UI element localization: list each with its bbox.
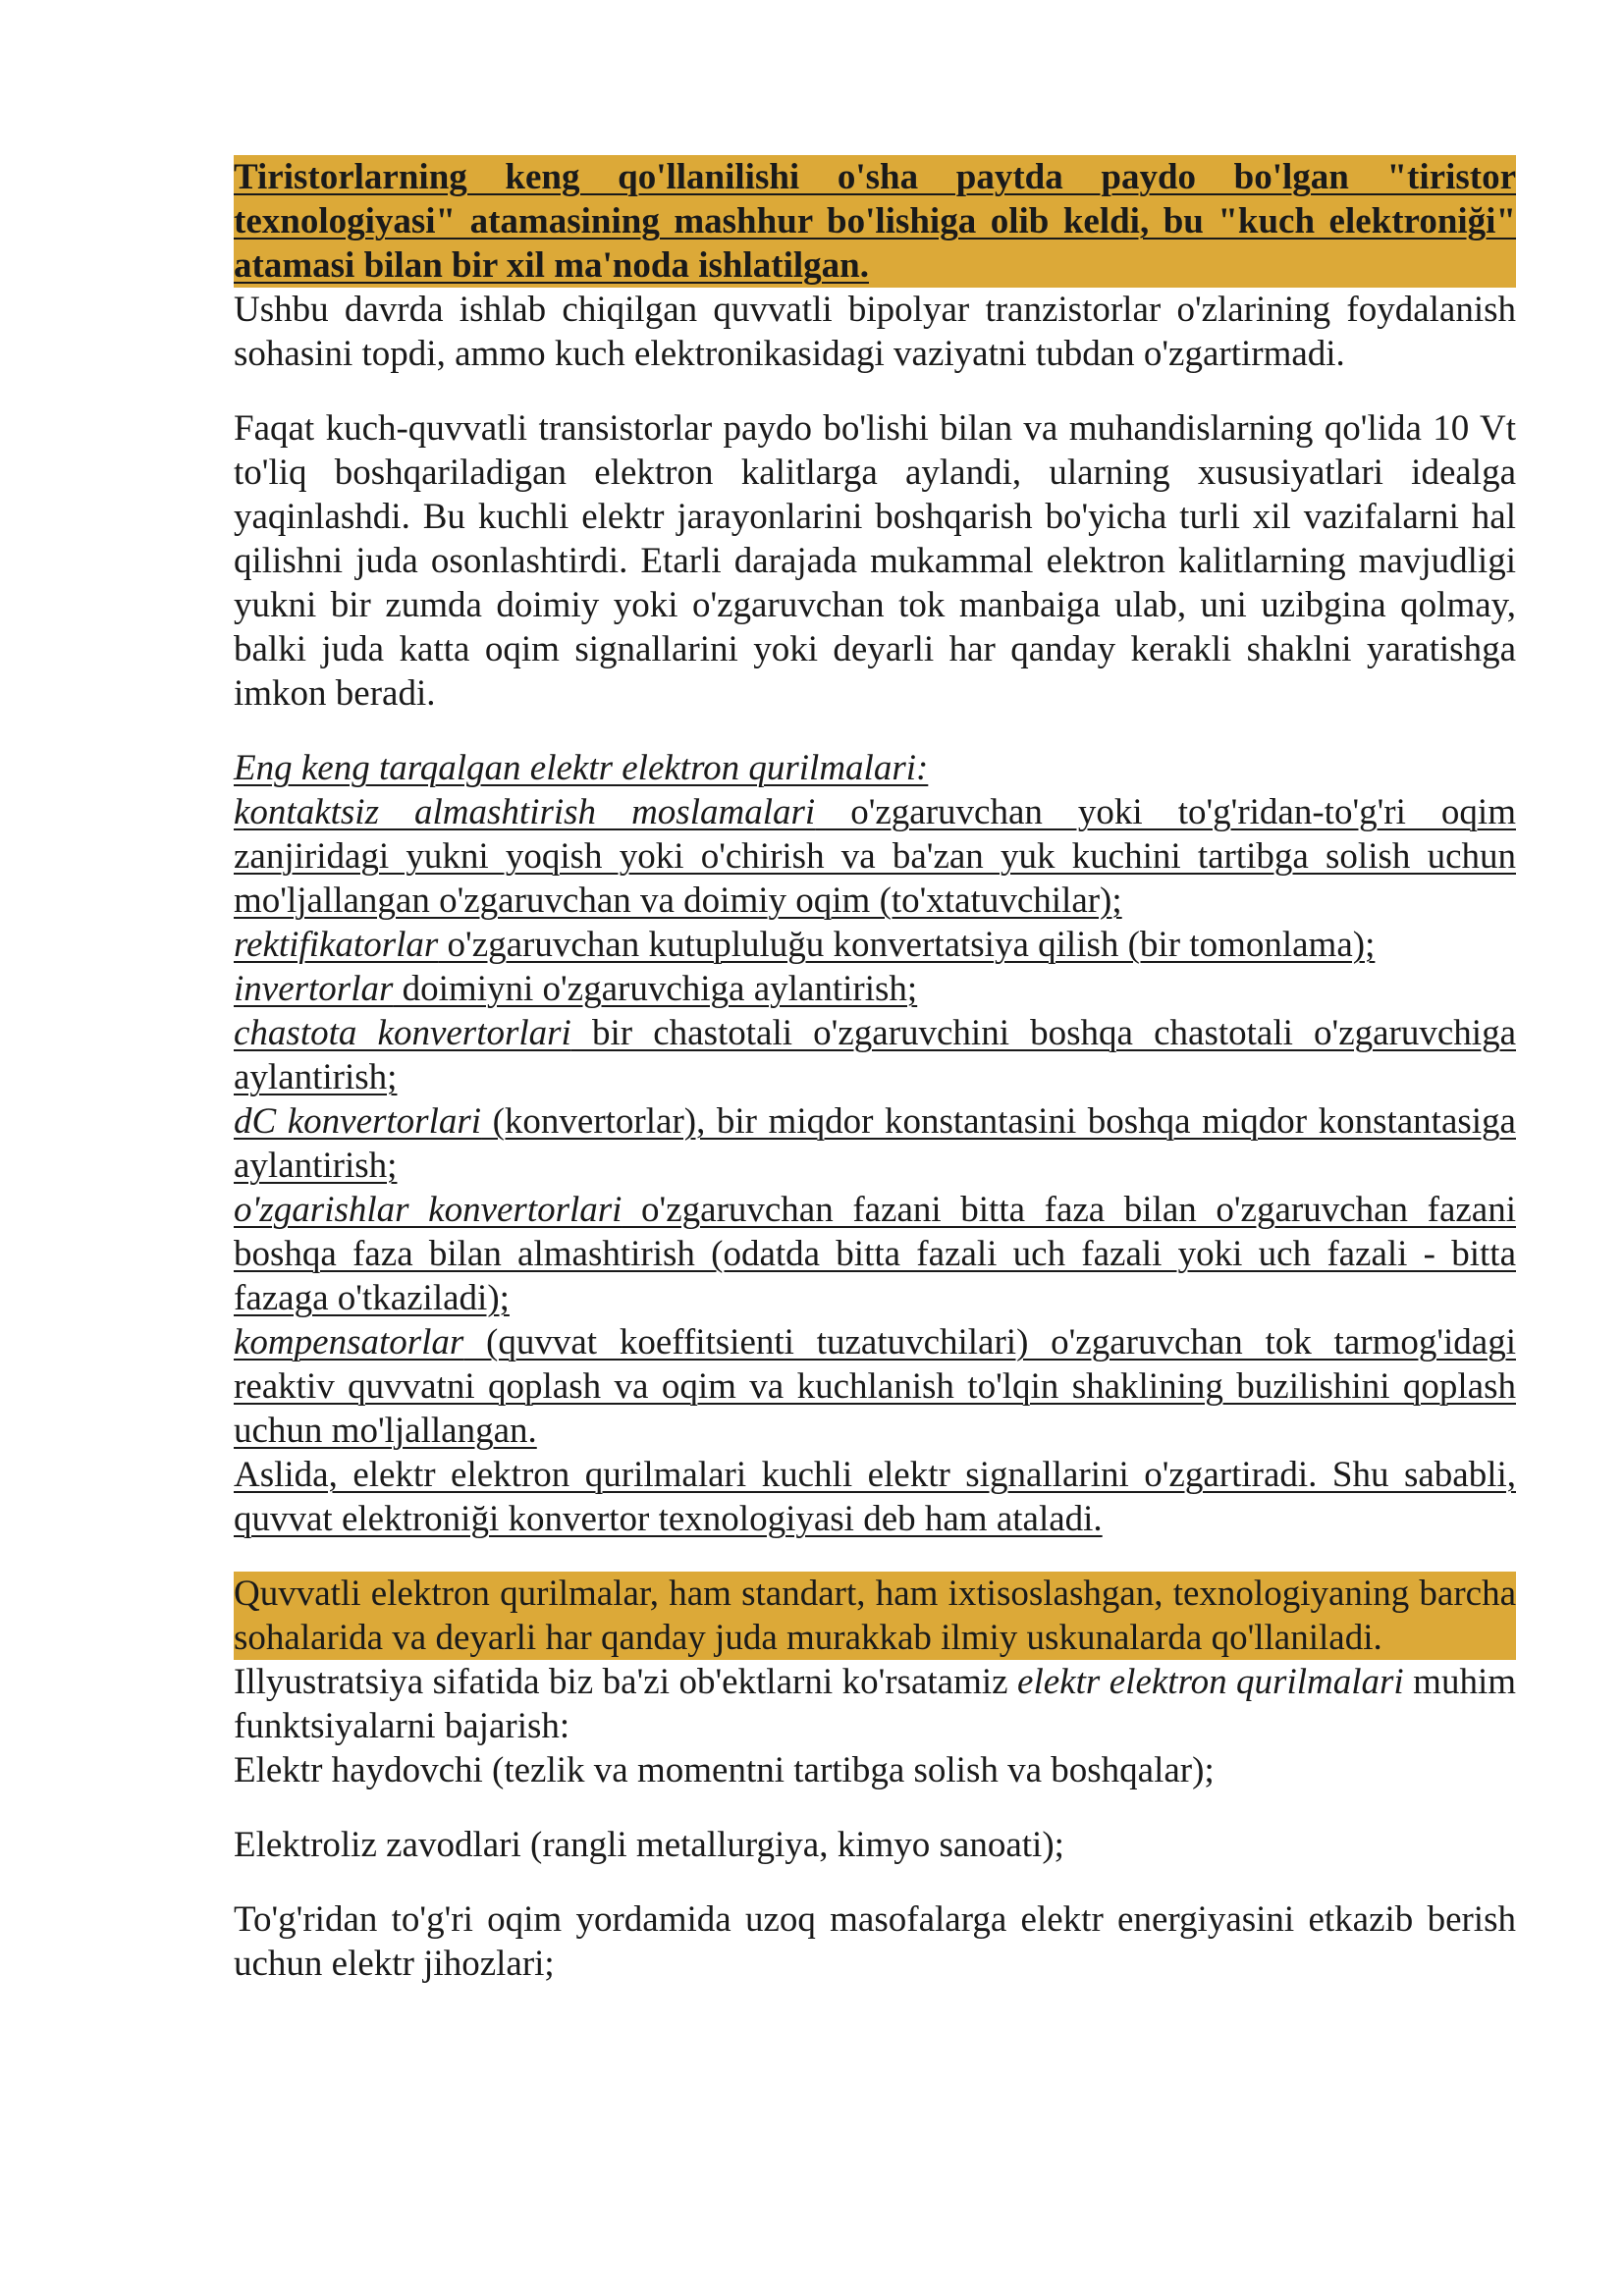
bold-text: Tiristorlarning keng qo'llanilishi o'sha paytda paydo bo'lgan "tiristor texnologiyasi" atamasining mashhur bo'lishiga olib keldi, bu "kuch elektroniği" atamasi bilan bir xil ma'noda ishlatilgan. [234,157,1516,286]
paragraph-bipolar-transistors: Ushbu davrda ishlab chiqilgan quvvatli bipolyar tranzistorlar o'zlarining foydalanish sohasini topdi, ammo kuch elektronikasidagi vaziyatni tubdan o'zgartirmadi. [234,290,1516,374]
list-item [234,1099,1516,1188]
list-item-term: invertorlar [234,969,394,1009]
list-item-term: dC konvertorlari [234,1101,482,1142]
spacer [234,376,1516,406]
application-item-drive: Elektr haydovchi (tezlik va momentni tartibga solish va boshqalar); [234,1750,1215,1790]
list-item-text: (konvertorlar), bir miqdor konstantasini boshqa miqdor konstantasiga aylantirish; [234,1101,1516,1186]
list-item-text: o'zgaruvchan kutupluluğu konvertatsiya qilish (bir tomonlama); [438,925,1376,965]
spacer [234,1541,1516,1572]
spacer [234,1867,1516,1897]
list-item-text: o'zgaruvchan yoki to'g'ridan-to'g'ri oqim zanjiridagi yukni yoqish yoki o'chirish va ba'zan yuk kuchini tartibga solish uchun mo'ljallangan o'zgaruvchan va doimiy oqim (to'xtatuvchilar); [234,792,1516,921]
document-page [234,155,1516,1986]
list-closing: Aslida, elektr elektron qurilmalari kuchli elektr signallarini o'zgartiradi. Shu sababli, quvvat elektroniği konvertor texnologiyasi deb ham ataladi. [234,1455,1516,1539]
list-item-text: doimiyni o'zgaruvchiga aylantirish; [393,969,918,1009]
list-item-term: o'zgarishlar konvertorlari [234,1190,623,1230]
list-item-text: bir chastotali o'zgaruvchini boshqa chastotali o'zgaruvchiga aylantirish; [234,1013,1517,1097]
highlighted-paragraph: Quvvatli elektron qurilmalar, ham standart, ham ixtisoslashgan, texnologiyaning barcha sohalarida va deyarli har qanday juda murakkab ilmiy uskunalarda qo'llaniladi. [234,1574,1516,1658]
application-item-dc-transmission: To'g'ridan to'g'ri oqim yordamida uzoq masofalarga elektr energiyasini etkazib berish uchun elektr jihozlari; [234,1899,1516,1984]
list-item-term: kontaktsiz almashtirish moslamalari [234,792,816,832]
spacer [234,716,1516,746]
list-item [234,1011,1516,1099]
list-item-text: o'zgaruvchan fazani bitta faza bilan o'zgaruvchan fazani boshqa faza bilan almashtirish (odatda bitta fazali uch fazali yoki uch fazali - bitta fazaga o'tkaziladi); [234,1190,1516,1318]
application-item-electrolysis: Elektroliz zavodlari (rangli metallurgiya, kimyo sanoati); [234,1825,1064,1865]
spacer [234,1792,1516,1823]
highlighted-bold-paragraph [234,155,1516,288]
paragraph-illustration-intro: Illyustratsiya sifatida biz ba'zi ob'ektlarni ko'rsatamiz elektr elektron qurilmalari muhim funktsiyalarni bajarish: [234,1662,1517,1746]
device-list [234,746,1516,1541]
list-item [234,1320,1516,1453]
list-item-term: chastota konvertorlari [234,1013,571,1053]
paragraph-power-transistors: Faqat kuch-quvvatli transistorlar paydo bo'lishi bilan va muhandislarning qo'lida 10 Vt to'liq boshqariladigan elektron kalitlarga aylandi, ularning xususiyatlari idealga yaqinlashdi. Bu kuchli elektr jarayonlarini boshqarish bo'yicha turli xil vazifalarni hal qilishni juda osonlashtirdi. Etarli darajada mukammal elektron kalitlarning mavjudligi yukni bir zumda doimiy yoki o'zgaruvchan tok manbaiga ulab, uni uzibgina qolmay, balki juda katta oqim signallarini yoki deyarli har qanday kerakli shaklni yaratishga imkon beradi. [234,408,1516,714]
list-item-text: (quvvat koeffitsienti tuzatuvchilari) o'zgaruvchan tok tarmog'idagi reaktiv quvvatni qoplash va oqim va kuchlanish to'lqin shaklining buzilishini qoplash uchun mo'ljallangan. [234,1322,1516,1451]
list-item-term: kompensatorlar [234,1322,464,1362]
list-item [234,1188,1516,1320]
list-item [234,790,1516,923]
list-item [234,923,1516,967]
list-item [234,967,1516,1011]
list-heading: Eng keng tarqalgan elektr elektron qurilmalari: [234,748,929,788]
list-item-term: rektifikatorlar [234,925,439,965]
